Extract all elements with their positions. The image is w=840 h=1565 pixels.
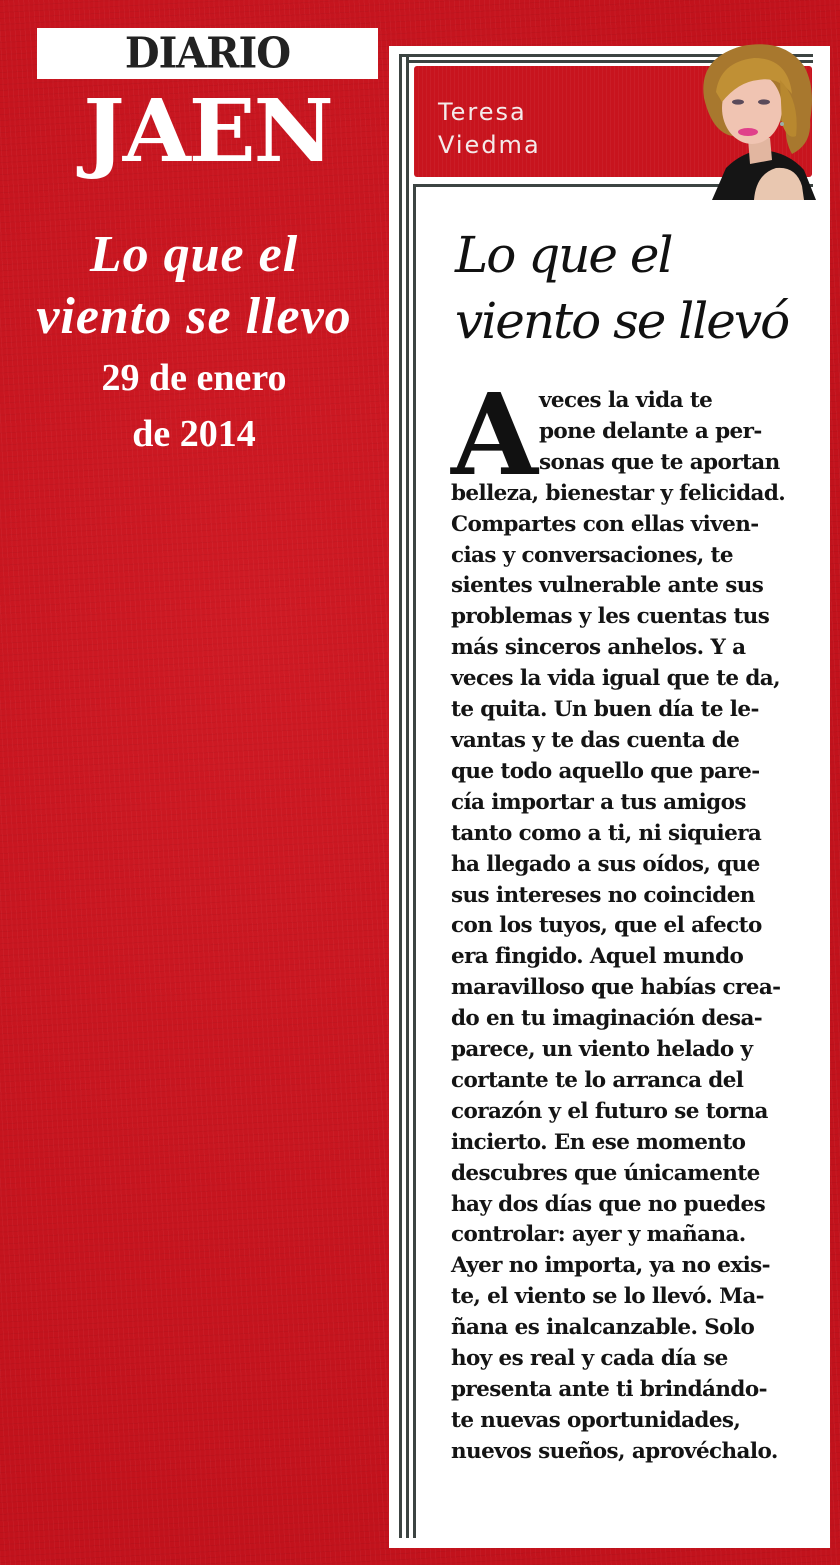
body-line: te, el viento se lo llevó. Ma-: [451, 1284, 764, 1310]
headline-line-2: viento se llevó: [455, 292, 789, 350]
byline-box: [414, 66, 812, 177]
body-line: ñana es inalcanzable. Solo: [451, 1315, 755, 1341]
body-line: sonas que te aportan: [539, 449, 780, 475]
body-line: problemas y les cuentas tus: [451, 604, 770, 630]
body-line: incierto. En ese momento: [451, 1129, 746, 1155]
headline-line-1: Lo que el: [455, 226, 672, 284]
masthead-diario-bar: [37, 28, 378, 79]
body-line: hay dos días que no puedes: [451, 1191, 766, 1217]
body-line: Compartes con ellas viven-: [451, 511, 759, 537]
rule-left-inner: [406, 54, 409, 1538]
newspaper-clipping: [389, 46, 830, 1548]
body-line: Ayer no importa, ya no exis-: [451, 1253, 770, 1279]
author-last-name: Viedma: [438, 131, 541, 159]
body-line: maravilloso que habías crea-: [451, 975, 781, 1001]
body-line: cía importar a tus amigos: [451, 789, 746, 815]
body-line: veces la vida te: [539, 388, 713, 413]
body-line: controlar: ayer y mañana.: [451, 1222, 746, 1248]
body-line: te nuevas oportunidades,: [451, 1407, 741, 1433]
body-line: sus intereses no coinciden: [451, 882, 755, 908]
caption: [0, 224, 388, 460]
body-line: cortante te lo arranca del: [451, 1067, 744, 1093]
article-body: [451, 370, 823, 1468]
author-name: [438, 96, 541, 162]
body-line: presenta ante ti brindándo-: [451, 1377, 767, 1402]
body-line: ha llegado a sus oídos, que: [451, 851, 760, 877]
body-line: era fingido. Aquel mundo: [451, 944, 744, 970]
body-line: te quita. Un buen día te le-: [451, 697, 759, 723]
caption-date-line-2: de 2014: [132, 413, 256, 455]
body-line: belleza, bienestar y felicidad.: [451, 480, 786, 506]
body-line: nuevos sueños, aprovéchalo.: [451, 1438, 778, 1464]
masthead-diario: DIARIO: [124, 28, 291, 79]
body-line: descubres que únicamente: [451, 1160, 760, 1186]
drop-cap: A: [451, 370, 538, 501]
body-line: más sinceros anhelos. Y a: [451, 635, 746, 661]
rule-left-body-outer: [413, 184, 416, 1538]
body-line: parece, un viento helado y: [451, 1037, 753, 1063]
body-line: corazón y el futuro se torna: [451, 1098, 768, 1124]
rule-left-outer: [399, 54, 402, 1538]
caption-date-line-1: 29 de enero: [101, 357, 287, 399]
article-headline: [455, 222, 815, 354]
body-line: tanto como a ti, ni siquiera: [451, 820, 762, 846]
author-portrait: [692, 40, 828, 200]
body-line: con los tuyos, que el afecto: [451, 913, 762, 939]
caption-title-line-2: viento se llevo: [36, 288, 352, 345]
body-line: vantas y te das cuenta de: [451, 727, 740, 753]
caption-title-line-1: Lo que el: [89, 226, 299, 283]
author-first-name: Teresa: [438, 98, 527, 126]
masthead-jaen: JAEN: [83, 81, 332, 182]
body-line: cias y conversaciones, te: [451, 542, 733, 568]
body-line: pone delante a per-: [539, 418, 762, 444]
body-line: veces la vida igual que te da,: [451, 666, 781, 692]
body-line: que todo aquello que pare-: [451, 758, 760, 784]
body-line: sientes vulnerable ante sus: [451, 573, 764, 599]
body-line: hoy es real y cada día se: [451, 1346, 728, 1372]
body-line: do en tu imaginación desa-: [451, 1006, 763, 1032]
